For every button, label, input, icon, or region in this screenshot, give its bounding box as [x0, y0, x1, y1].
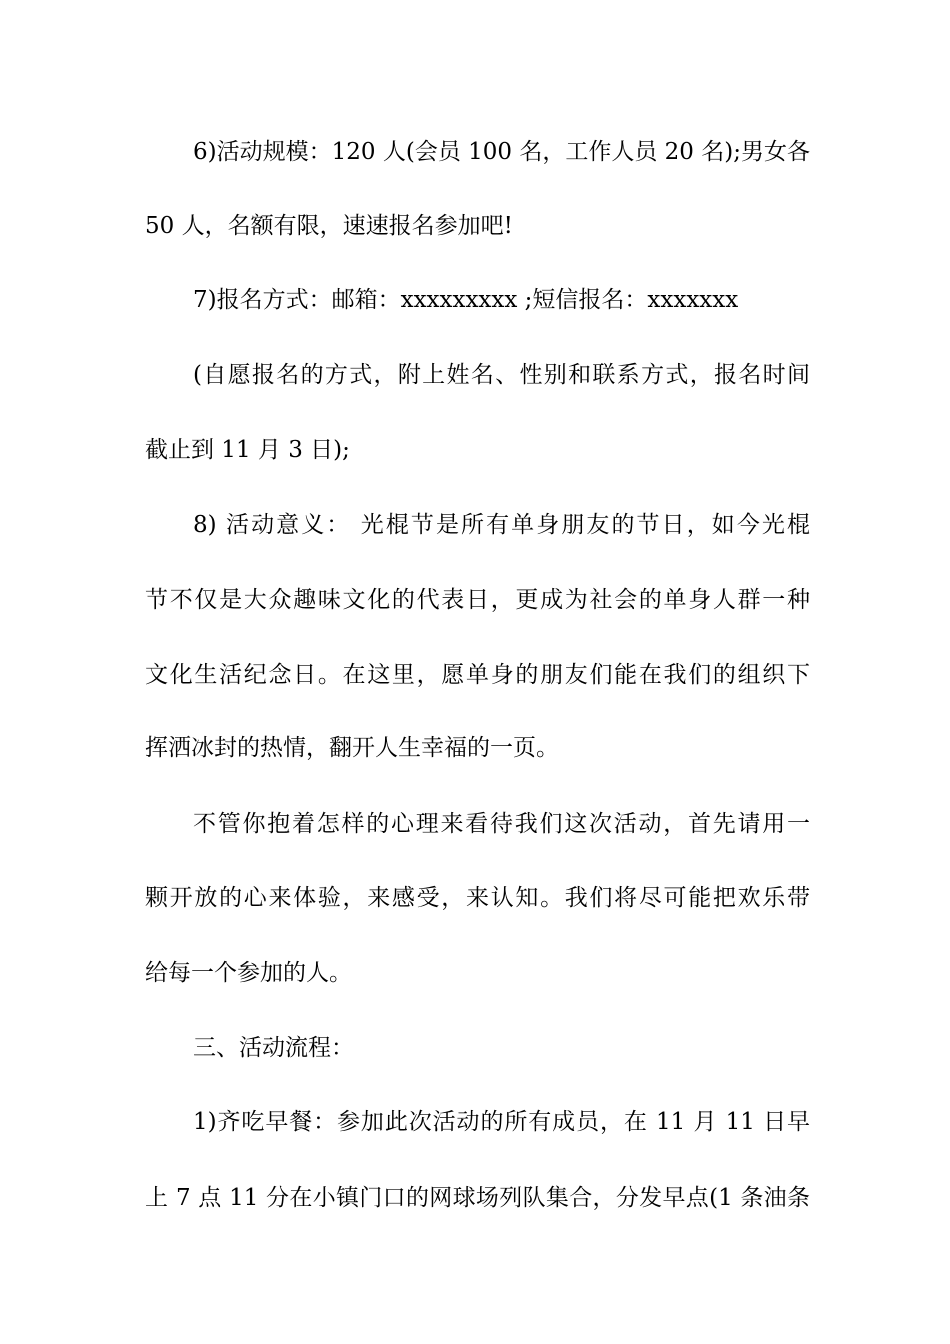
line-registration-method: 7)报名方式：邮箱：xxxxxxxxx ;短信报名：xxxxxxx: [193, 287, 739, 313]
line-breakfast-item: 1)齐吃早餐：参加此次活动的所有成员，在 11 月 11 日早: [193, 1109, 810, 1135]
line-activity-scale: 6)活动规模：120 人(会员 100 名，工作人员 20 名);男女各: [193, 139, 810, 165]
line-attitude-paragraph-cont-2: 给每一个参加的人。: [145, 960, 352, 986]
line-registration-deadline: 截止到 11 月 3 日);: [145, 437, 350, 463]
line-attitude-paragraph: 不管你抱着怎样的心理来看待我们这次活动，首先请用一: [193, 811, 810, 837]
line-registration-note: (自愿报名的方式，附上姓名、性别和联系方式，报名时间: [193, 362, 810, 388]
line-activity-meaning: 8) 活动意义： 光棍节是所有单身朋友的节日，如今光棍: [193, 512, 810, 538]
line-breakfast-item-cont: 上 7 点 11 分在小镇门口的网球场列队集合，分发早点(1 条油条: [145, 1185, 810, 1211]
line-attitude-paragraph-cont-1: 颗开放的心来体验，来感受，来认知。我们将尽可能把欢乐带: [145, 885, 810, 911]
line-activity-meaning-cont-2: 文化生活纪念日。在这里，愿单身的朋友们能在我们的组织下: [145, 662, 810, 688]
line-activity-scale-cont: 50 人，名额有限，速速报名参加吧!: [145, 213, 513, 239]
section-heading-activity-process: 三、活动流程：: [193, 1035, 354, 1061]
line-activity-meaning-cont-1: 节不仅是大众趣味文化的代表日，更成为社会的单身人群一种: [145, 587, 810, 613]
line-activity-meaning-cont-3: 挥洒冰封的热情，翻开人生幸福的一页。: [145, 735, 559, 761]
